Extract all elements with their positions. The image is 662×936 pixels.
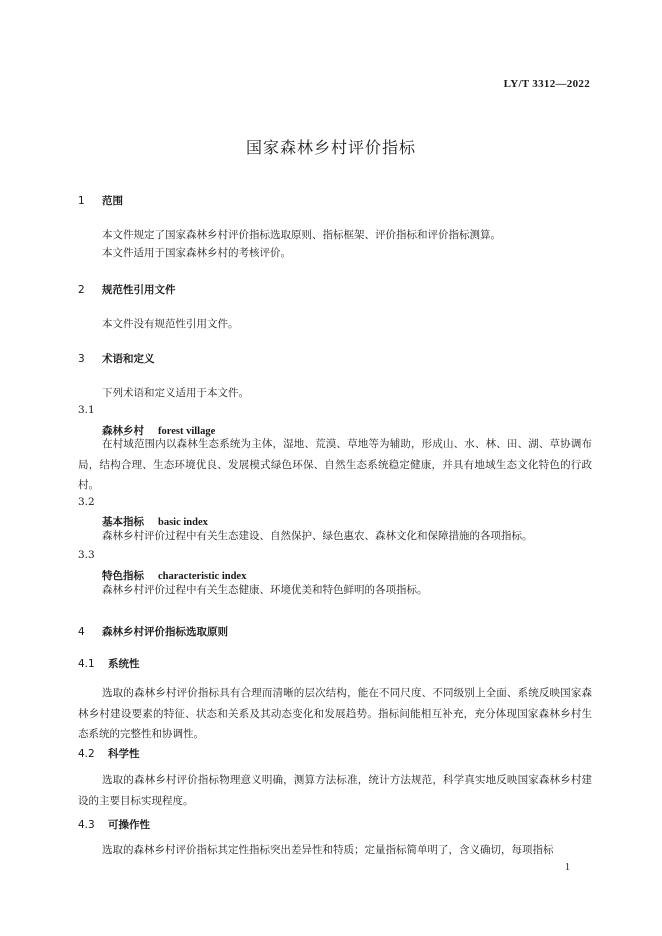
standard-code: LY/T 3312—2022: [503, 78, 590, 90]
section-number: 3: [78, 353, 85, 365]
section-number: 2: [78, 284, 85, 296]
section-title: 规范性引用文件: [102, 284, 176, 296]
section-title: 术语和定义: [102, 353, 155, 365]
term-definition: 森林乡村评价过程中有关生态建设、自然保护、绿色惠农、森林文化和保障措施的各项指标。: [102, 530, 533, 542]
subsection-title: 科学性: [108, 748, 140, 760]
subsection-number: 4.2: [78, 748, 95, 760]
section-number: 1: [78, 195, 85, 207]
section-number: 4: [78, 626, 85, 638]
term-definition: 森林乡村评价过程中有关生态健康、环境优美和特色鲜明的各项指标。: [102, 584, 428, 596]
term-english: basic index: [158, 517, 208, 528]
paragraph: 本文件没有规范性引用文件。: [102, 318, 239, 330]
term-number: 3.3: [78, 549, 95, 561]
paragraph: 本文件适用于国家森林乡村的考核评价。: [102, 247, 291, 259]
document-title: 国家森林乡村评价指标: [245, 138, 416, 157]
subsection-title: 可操作性: [108, 819, 150, 831]
paragraph: 选取的森林乡村评价指标其定性指标突出差异性和特质；定量指标简单明了，含义确切，每项指标: [102, 844, 554, 856]
section-heading-1: [78, 193, 123, 208]
paragraph: 下列术语和定义适用于本文件。: [102, 387, 249, 399]
section-heading-2: [78, 282, 176, 297]
term-english: forest village: [158, 426, 216, 437]
term-chinese: 森林乡村: [102, 425, 144, 437]
term-chinese: 基本指标: [102, 516, 144, 528]
subsection-number: 4.3: [78, 819, 95, 831]
paragraph: 本文件规定了国家森林乡村评价指标选取原则、指标框架、评价指标和评价指标测算。: [102, 229, 501, 241]
subsection-heading-4-1: [78, 656, 140, 671]
subsection-heading-4-3: [78, 817, 150, 832]
term-number: 3.2: [78, 496, 95, 508]
paragraph: 选取的森林乡村评价指标物理意义明确，测算方法标准，统计方法规范，科学真实地反映国家森林乡村建设的主要目标实现程度。: [78, 774, 592, 807]
term-chinese: 特色指标: [102, 570, 144, 582]
section-heading-4: [78, 624, 228, 639]
section-title: 森林乡村评价指标选取原则: [102, 626, 228, 638]
term-definition: 在村域范围内以森林生态系统为主体，湿地、荒漠、草地等为辅助，形成山、水、林、田、湖、草协调布局，结构合理、生态环境优良、发展模式绿色环保、自然生态系统稳定健康，并具有地域生态文化特色的行政村。: [78, 438, 592, 491]
term-number: 3.1: [78, 404, 95, 416]
section-title: 范围: [102, 195, 123, 207]
subsection-title: 系统性: [108, 658, 140, 670]
subsection-number: 4.1: [78, 658, 95, 670]
page-number: 1: [565, 862, 570, 873]
section-heading-3: [78, 351, 155, 366]
subsection-heading-4-2: [78, 746, 140, 761]
paragraph: 选取的森林乡村评价指标具有合理而清晰的层次结构，能在不同尺度、不同级别上全面、系统反映国家森林乡村建设要素的特征、状态和关系及其动态变化和发展趋势。指标间能相互补充，充分体现国家森林乡村生态系统的完整性和协调性。: [78, 687, 592, 740]
term-english: characteristic index: [158, 571, 247, 582]
